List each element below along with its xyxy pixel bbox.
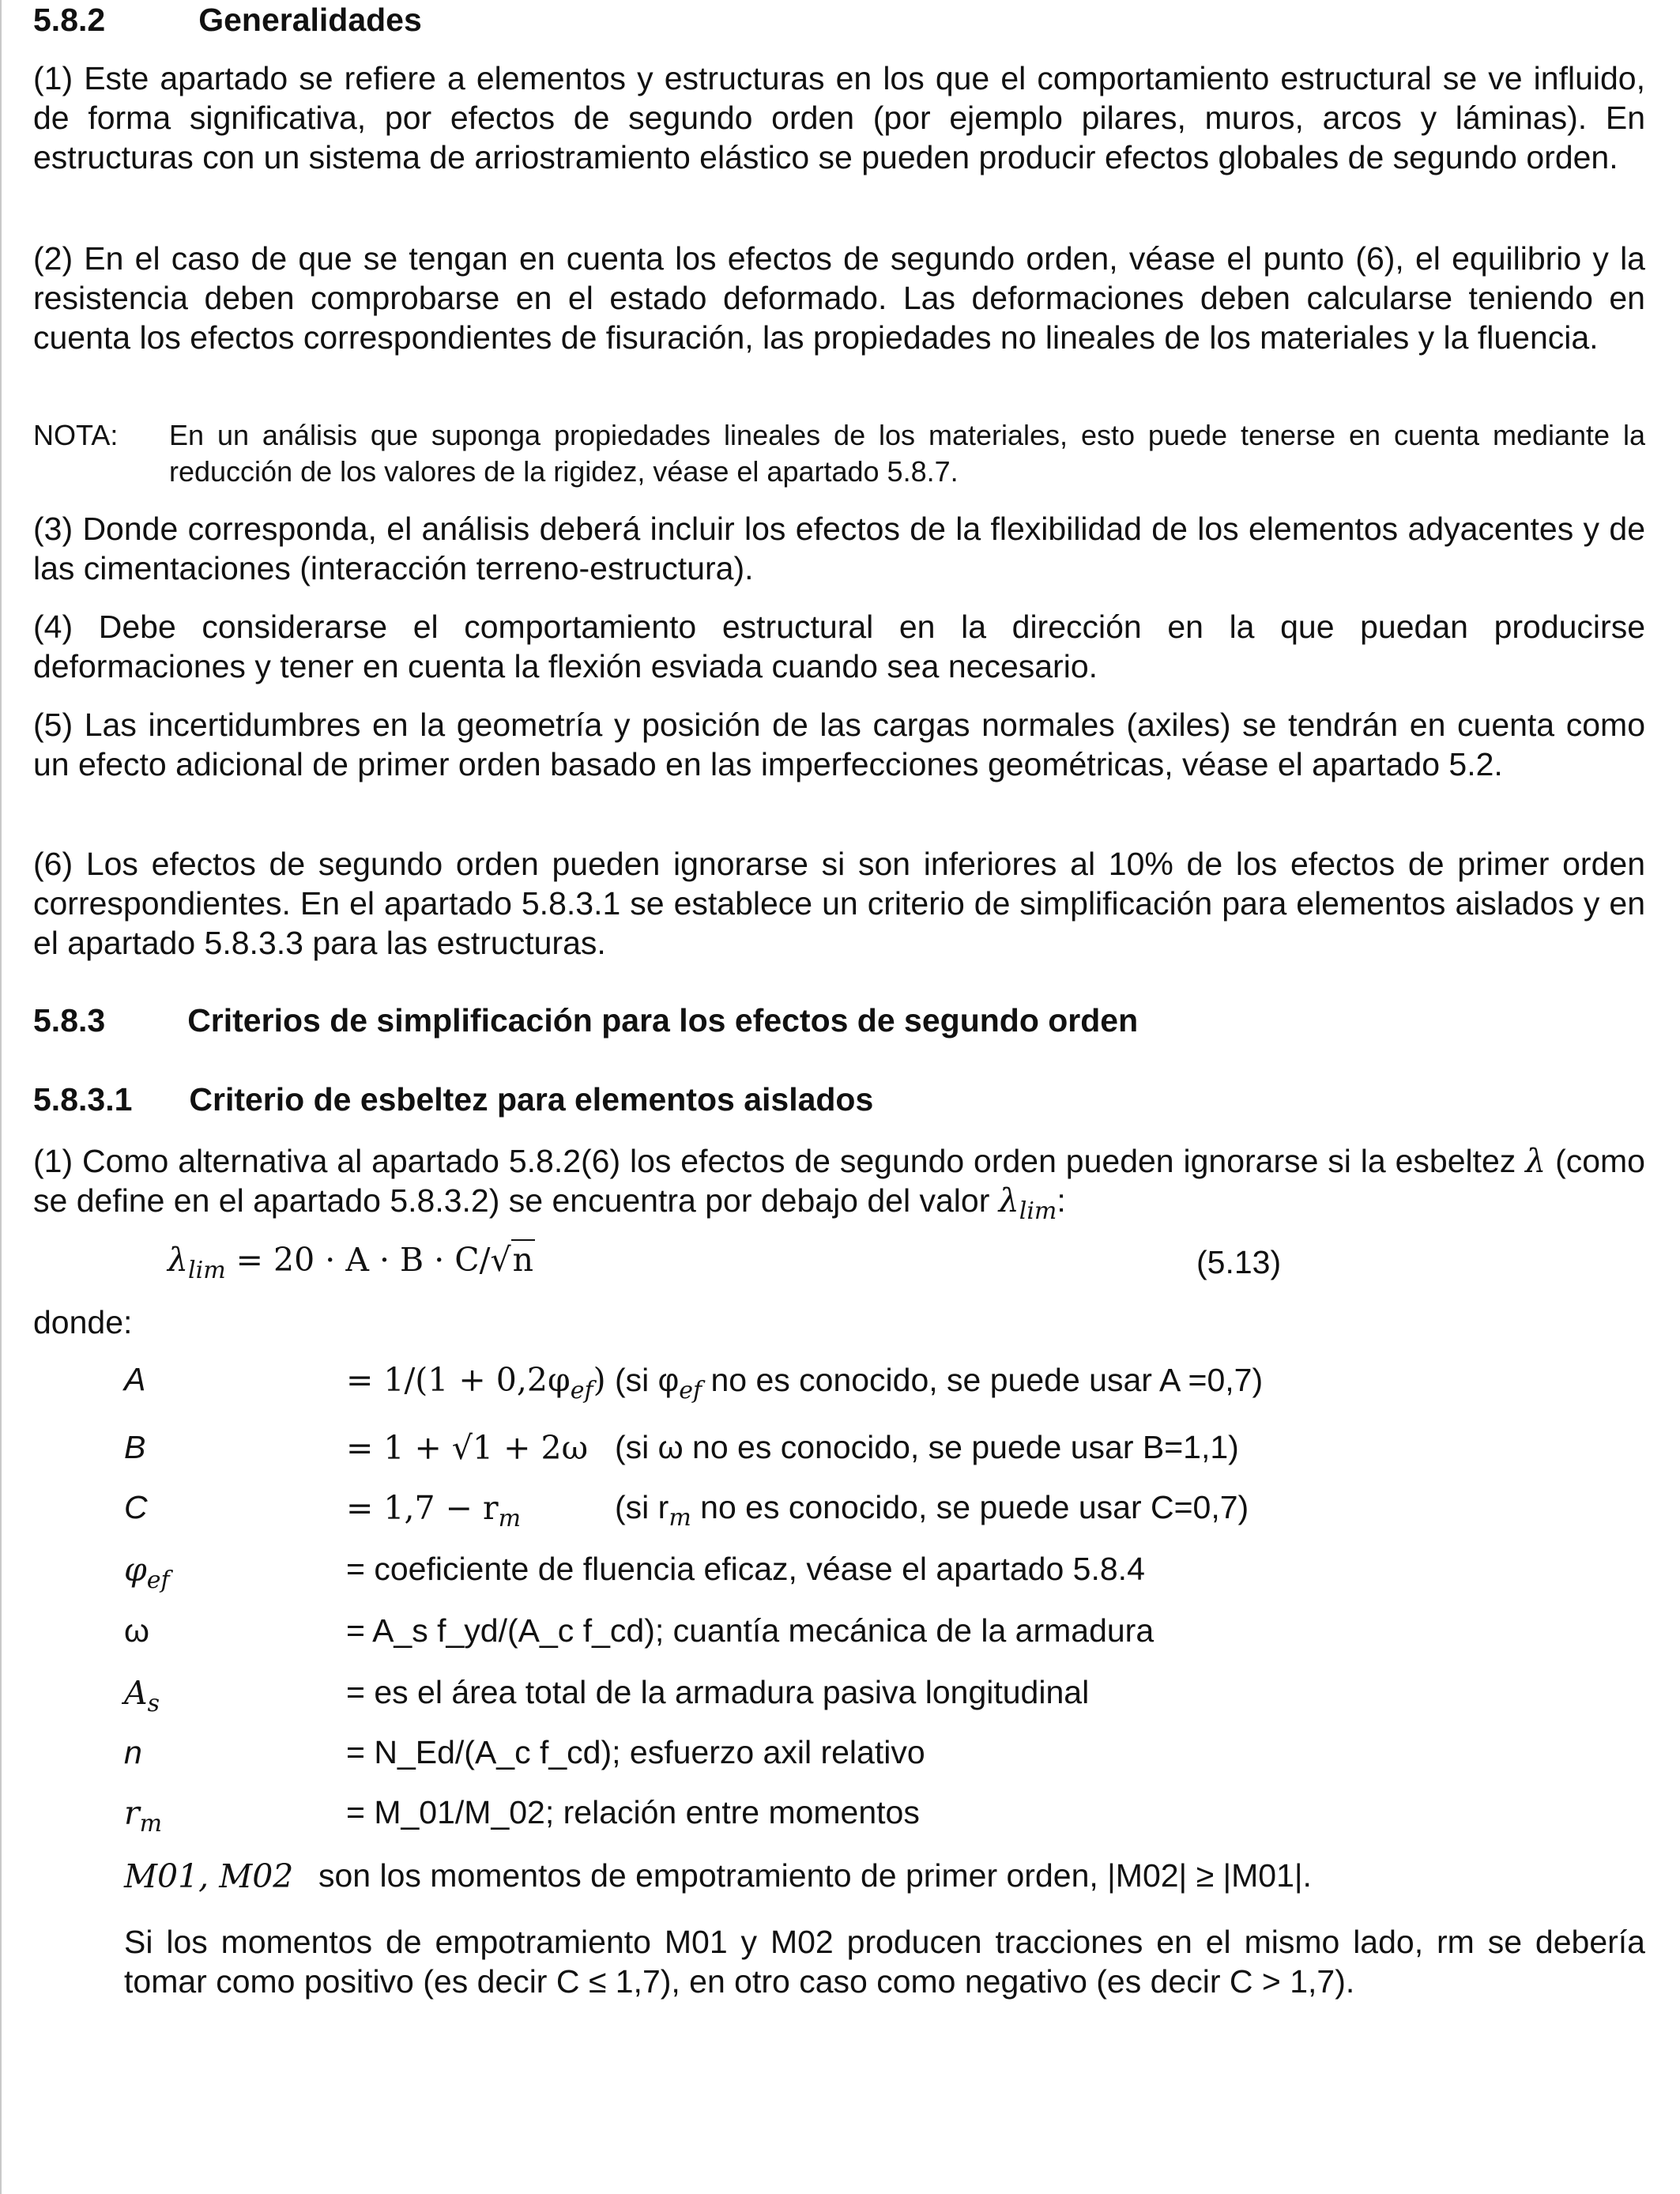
rm-sub: m xyxy=(139,1810,163,1838)
section-heading-5-8-3-1 xyxy=(33,1081,873,1118)
section-title: Criterio de esbeltez para elementos aislados xyxy=(189,1081,874,1118)
equation-number: (5.13) xyxy=(1196,1244,1282,1280)
def-omega: = A_s f_yd/(A_c f_cd); cuantía mecánica de la armadura xyxy=(346,1612,1155,1649)
def-A-expr: = 1/(1 + 0,2φ xyxy=(346,1361,571,1399)
rm-symbol: r xyxy=(124,1794,140,1832)
closing-paragraph: Si los momentos de empotramiento M01 y M02 producen tracciones en el mismo lado, rm se debería tomar como positivo (es decir C ≤ 1,7), en otro caso como negativo (es decir C > 1,7). xyxy=(124,1924,1645,2000)
formula-lhs-sub: lim xyxy=(188,1257,226,1285)
lambda-lim-symbol: λ xyxy=(998,1182,1019,1220)
lambda-lim-subscript: lim xyxy=(1019,1197,1057,1226)
paragraph-4: (4) Debe considerarse el comportamiento estructural en la dirección en la que puedan producirse deformaciones y tener en cuenta la flexión esviada cuando sea necesario. xyxy=(33,609,1645,684)
def-symbol-C: C xyxy=(124,1489,148,1525)
def-B xyxy=(346,1429,588,1467)
paragraph-1: (1) Este apartado se refiere a elementos y estructuras en los que el comportamiento estructural se ve influido, de forma significativa, por efectos de segundo orden (por ejemplo pilares, muros, arcos y láminas). En estructuras con un sistema de arriostramiento elástico se pueden producir efectos globales de segundo orden. xyxy=(33,60,1645,175)
section-heading-5-8-3 xyxy=(33,1002,1138,1039)
def-symbol-phi-ef xyxy=(124,1551,170,1594)
lambda-symbol: λ xyxy=(1525,1142,1546,1180)
As-symbol: A xyxy=(124,1674,148,1712)
formula-rhs: = 20 · A · B · C/√ xyxy=(225,1241,511,1279)
def-As: = es el área total de la armadura pasiva longitudinal xyxy=(346,1674,1090,1710)
def-A-note-sub: ef xyxy=(679,1377,703,1405)
def-C-note-pre: (si r xyxy=(615,1489,669,1525)
def-phi-ef: = coeficiente de fluencia eficaz, véase el apartado 5.8.4 xyxy=(346,1551,1145,1587)
note-label: NOTA: xyxy=(33,419,119,451)
def-symbol-omega: ω xyxy=(124,1612,150,1649)
phi-symbol: φ xyxy=(124,1551,147,1589)
def-C-note-post: no es conocido, se puede usar C=0,7) xyxy=(691,1489,1249,1525)
def-M01-M02 xyxy=(124,1857,1312,1895)
phi-sub: ef xyxy=(146,1566,170,1595)
paragraph-5: (5) Las incertidumbres en la geometría y posición de las cargas normales (axiles) se tendrán en cuenta como un efecto adicional de primer orden basado en las imperfecciones geométricas, véase el apartado 5.2. xyxy=(33,707,1645,782)
def-C-expr: = 1,7 − r xyxy=(346,1489,499,1527)
def-symbol-A: A xyxy=(124,1361,146,1397)
formula-radicand: n xyxy=(512,1241,533,1279)
def-B-note: (si ω no es conocido, se puede usar B=1,1) xyxy=(615,1429,1239,1465)
p7-colon: : xyxy=(1057,1182,1066,1219)
paragraph-6: (6) Los efectos de segundo orden pueden ignorarse si son inferiores al 10% de los efectos de primer orden correspondientes. En el apartado 5.8.3.1 se establece un criterio de simplificación para elementos aislados y en el apartado 5.8.3.3 para las estructuras. xyxy=(33,846,1645,961)
def-A-sub: ef xyxy=(570,1377,593,1405)
def-B-expr: = 1 + √1 + 2ω xyxy=(346,1429,589,1467)
def-A-note-post: no es conocido, se puede usar A =0,7) xyxy=(702,1362,1264,1398)
def-n: = N_Ed/(A_c f_cd); esfuerzo axil relativo xyxy=(346,1734,925,1770)
formula-lhs: λ xyxy=(168,1241,188,1279)
def-C-note xyxy=(615,1489,1249,1532)
section-title: Criterios de simplificación para los efectos de segundo orden xyxy=(187,1002,1139,1039)
def-symbol-B: B xyxy=(124,1429,146,1465)
donde-label: donde: xyxy=(33,1304,133,1340)
def-rm: = M_01/M_02; relación entre momentos xyxy=(346,1794,920,1830)
section-number: 5.8.3 xyxy=(33,1002,106,1039)
As-sub: s xyxy=(147,1690,160,1718)
def-symbol-As xyxy=(124,1674,160,1717)
note-text: En un análisis que suponga propiedades lineales de los materiales, esto puede tenerse en cuenta mediante la reducción de los valores de la rigidez, véase el apartado 5.8.7. xyxy=(169,419,1645,488)
section-title: Generalidades xyxy=(198,2,422,38)
def-C-sub: m xyxy=(498,1505,522,1533)
p7-text-1: (1) Como alternativa al apartado 5.8.2(6) los efectos de segundo orden pueden ignorarse si la esbeltez xyxy=(33,1143,1526,1179)
def-A xyxy=(346,1361,1263,1404)
paragraph-2: (2) En el caso de que se tengan en cuenta los efectos de segundo orden, véase el punto (6), el equilibrio y la resistencia deben comprobarse en el estado deformado. Las deformaciones deben calcularse teniendo en cuenta los efectos correspondientes de fisuración, las propiedades no lineales de los materiales y la fluencia. xyxy=(33,240,1645,356)
def-A-note-pre: (si φ xyxy=(605,1362,680,1398)
formula-5-13 xyxy=(168,1241,535,1284)
def-C xyxy=(346,1489,521,1532)
section-heading-5-8-2 xyxy=(33,2,422,39)
def-C-note-sub: m xyxy=(669,1504,691,1532)
paragraph-7 xyxy=(33,1141,1645,1231)
def-A-tail: ) xyxy=(593,1361,606,1399)
paragraph-3: (3) Donde corresponda, el análisis deberá incluir los efectos de la flexibilidad de los elementos adyacentes y de las cimentaciones (interacción terreno-estructura). xyxy=(33,511,1645,586)
def-symbol-rm xyxy=(124,1794,162,1838)
M01-M02-symbol: M01, M02 xyxy=(124,1857,294,1895)
def-symbol-n: n xyxy=(124,1734,142,1770)
p7-text-2: (como se define en el apartado 5.8.3.2) se encuentra por debajo del valor xyxy=(33,1143,1645,1219)
section-number: 5.8.2 xyxy=(33,2,106,38)
section-number: 5.8.3.1 xyxy=(33,1081,133,1118)
M01-M02-text: son los momentos de empotramiento de primer orden, |M02| ≥ |M01|. xyxy=(318,1857,1312,1894)
